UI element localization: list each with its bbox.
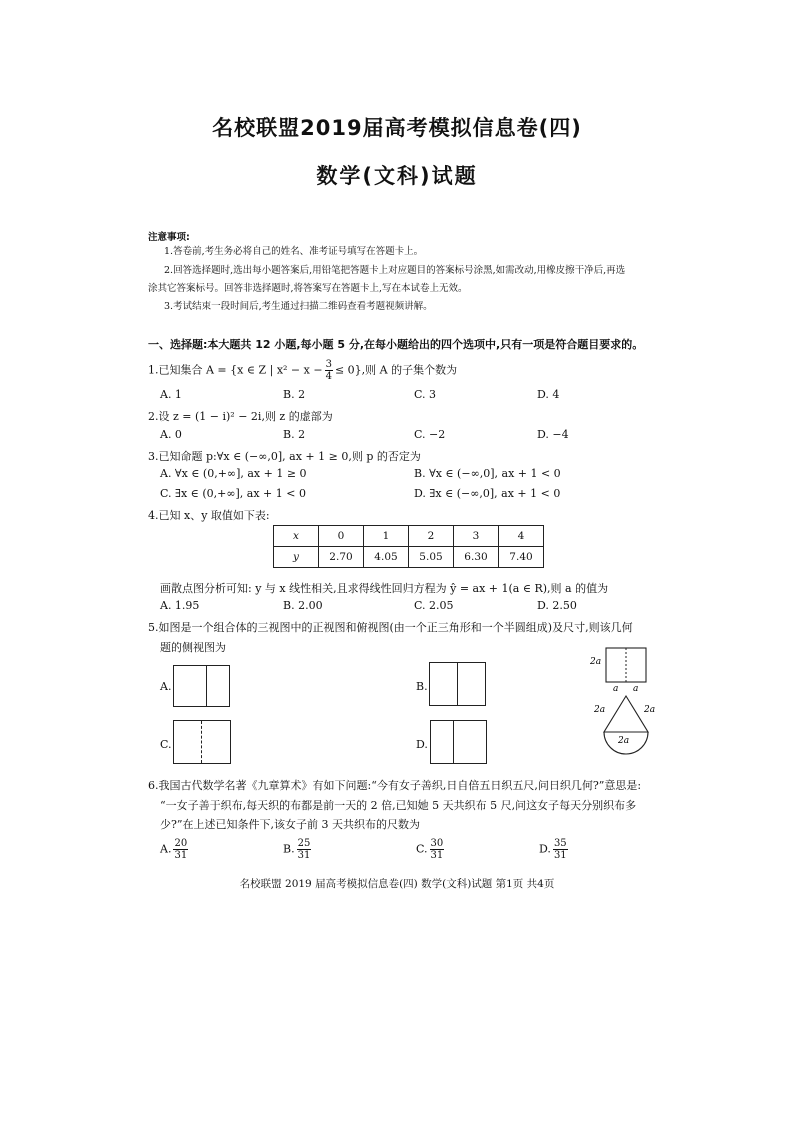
question-3-stem: 3.已知命题 p:∀x ∈ (−∞,0], ax + 1 ≥ 0,则 p 的否定为 (148, 450, 421, 463)
q6-option-a (160, 838, 190, 861)
note-item: 涂其它答案标号。回答非选择题时,将答案写在答题卡上,写在本试卷上无效。 (148, 283, 468, 294)
table-cell: 4 (499, 526, 544, 547)
frac-num: 30 (430, 838, 444, 849)
q1-fraction (325, 359, 333, 382)
q4-option-d: D. 2.50 (537, 599, 577, 612)
q5-option-b-figure (429, 662, 486, 706)
question-5-stem-1: 5.如图是一个组合体的三视图中的正视图和俯视图(由一个正三角形和一个半圆组成)及尺寸,则该几何 (148, 621, 633, 634)
table-cell: x (274, 526, 319, 547)
table-cell: 2.70 (319, 547, 364, 568)
note-item: 1.答卷前,考生务必将自己的姓名、准考证号填写在答题卡上。 (164, 246, 424, 257)
q6-option-c-fraction (430, 838, 445, 861)
q6-option-a-fraction (173, 838, 188, 861)
table-cell: 2 (409, 526, 454, 547)
q1-option-c: C. 3 (414, 388, 437, 401)
dim-height: 2a (590, 657, 602, 667)
q1-option-b: B. 2 (283, 388, 306, 401)
page-title: 名校联盟2019届高考模拟信息卷(四) (212, 116, 582, 140)
question-6-line-2: “一女子善于织布,每天织的布都是前一天的 2 倍,已知她 5 天共织布 5 尺,问这女子每天分别织布多 (160, 799, 637, 812)
q3-option-a: A. ∀x ∈ (0,+∞], ax + 1 ≥ 0 (160, 467, 307, 480)
q6-option-d (539, 838, 570, 861)
q5-option-a-figure (173, 665, 230, 707)
question-6-line-1: 6.我国古代数学名著《九章算术》有如下问题:“今有女子善织,日自倍五日织五尺,问日织几何?”意思是: (148, 779, 642, 792)
q5-option-d-figure (430, 720, 487, 764)
question-4-stem: 4.已知 x、y 取值如下表: (148, 509, 270, 522)
table-cell: 1 (364, 526, 409, 547)
q1-option-d: D. 4 (537, 388, 560, 401)
solid-line (206, 666, 207, 706)
page-subtitle: 数学(文科)试题 (316, 164, 478, 188)
notes-heading: 注意事项: (148, 232, 190, 243)
dim-a-left: a (613, 684, 619, 694)
solid-line (457, 663, 458, 705)
top-view-triangle (604, 696, 648, 732)
frac-num: 20 (174, 838, 188, 849)
q1-pre: 1.已知集合 A = {x ∈ Z | x² − x − (148, 363, 323, 377)
q1-frac-num: 3 (325, 359, 332, 370)
note-item: 3.考试结束一段时间后,考生通过扫描二维码查看考题视频讲解。 (164, 301, 433, 312)
q2-option-d: D. −4 (537, 428, 569, 441)
q2-option-b: B. 2 (283, 428, 306, 441)
question-6-line-3: 少?”在上述已知条件下,该女子前 3 天共织布的尺数为 (160, 818, 421, 831)
q6-option-c-label: C. (416, 842, 428, 856)
frac-den: 31 (174, 850, 188, 861)
page-footer: 名校联盟 2019 届高考模拟信息卷(四) 数学(文科)试题 第1页 共4页 (239, 878, 555, 890)
frac-den: 31 (297, 850, 311, 861)
question-2-stem: 2.设 z = (1 − i)² − 2i,则 z 的虚部为 (148, 410, 333, 423)
q6-option-c (416, 838, 446, 861)
q3-option-b: B. ∀x ∈ (−∞,0], ax + 1 < 0 (414, 467, 561, 480)
solid-line (453, 721, 454, 763)
q4-option-b: B. 2.00 (283, 599, 323, 612)
table-cell: y (274, 547, 319, 568)
q6-option-d-label: D. (539, 842, 551, 856)
question-4-after: 画散点图分析可知: y 与 x 线性相关,且求得线性回归方程为 ŷ = ax + 1(a ∈ R),则 a 的值为 (160, 582, 609, 595)
q2-option-c: C. −2 (414, 428, 446, 441)
note-item: 2.回答选择题时,选出每小题答案后,用铅笔把答题卡上对应题目的答案标号涂黑,如需改动,用橡皮擦干净后,再选 (164, 265, 626, 276)
q5-option-b-label: B. (416, 680, 428, 693)
table-cell: 0 (319, 526, 364, 547)
xy-value-table (273, 525, 544, 568)
q6-option-b (283, 838, 313, 861)
question-5-stem-2: 题的侧视图为 (160, 641, 226, 654)
q3-option-c: C. ∃x ∈ (0,+∞], ax + 1 < 0 (160, 487, 306, 500)
table-cell: 6.30 (454, 547, 499, 568)
q6-option-b-label: B. (283, 842, 295, 856)
q3-option-d: D. ∃x ∈ (−∞,0], ax + 1 < 0 (414, 487, 561, 500)
q4-option-c: C. 2.05 (414, 599, 454, 612)
table-row (274, 547, 544, 568)
q5-option-c-label: C. (160, 738, 172, 751)
q4-option-a: A. 1.95 (160, 599, 200, 612)
q6-option-b-fraction (297, 838, 312, 861)
dim-side-left: 2a (594, 705, 606, 715)
dim-a-right: a (633, 684, 639, 694)
dim-diameter: 2a (618, 736, 630, 746)
q5-option-c-figure (173, 720, 231, 764)
q5-reference-figure (590, 640, 660, 765)
q2-option-a: A. 0 (160, 428, 182, 441)
q5-option-a-label: A. (160, 680, 172, 693)
q5-option-d-label: D. (416, 738, 428, 751)
frac-num: 25 (297, 838, 311, 849)
frac-den: 31 (553, 850, 567, 861)
table-cell: 5.05 (409, 547, 454, 568)
q1-frac-den: 4 (325, 371, 332, 382)
q6-option-d-fraction (553, 838, 568, 861)
dim-side-right: 2a (644, 705, 656, 715)
table-cell: 3 (454, 526, 499, 547)
dashed-line (201, 721, 202, 763)
question-1-stem (148, 359, 457, 382)
table-row (274, 526, 544, 547)
q1-post: ≤ 0},则 A 的子集个数为 (334, 363, 458, 377)
frac-den: 31 (430, 850, 444, 861)
frac-num: 35 (553, 838, 567, 849)
q1-option-a: A. 1 (160, 388, 182, 401)
q6-option-a-label: A. (160, 842, 172, 856)
section-heading: 一、选择题:本大题共 12 小题,每小题 5 分,在每小题给出的四个选项中,只有一项是符合题目要求的。 (148, 338, 644, 351)
table-cell: 7.40 (499, 547, 544, 568)
table-cell: 4.05 (364, 547, 409, 568)
